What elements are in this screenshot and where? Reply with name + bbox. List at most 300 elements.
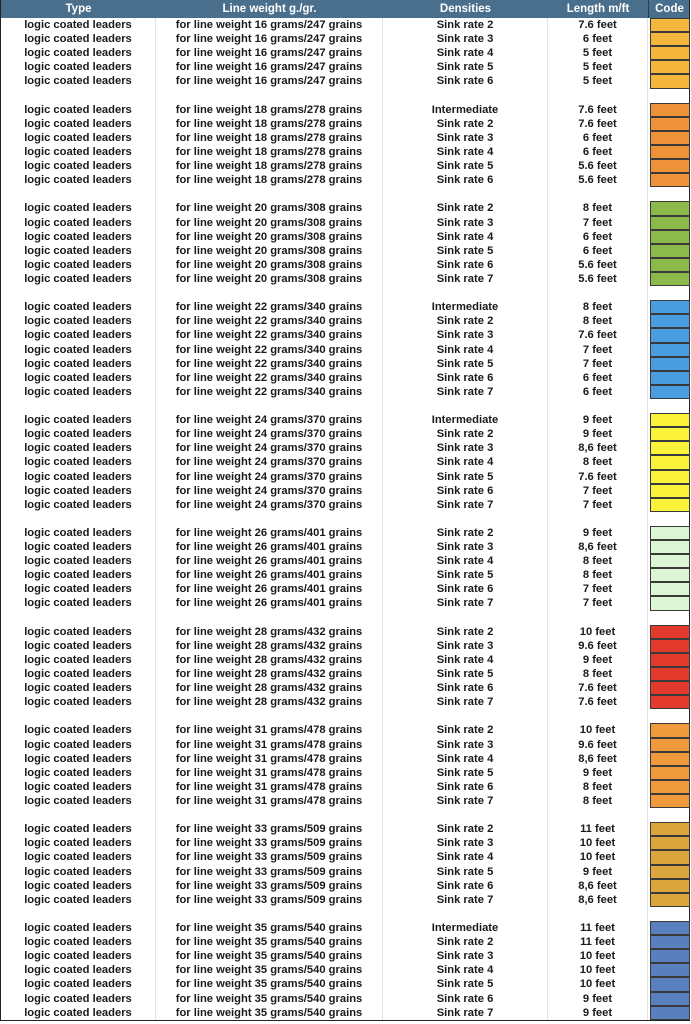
cell-density[interactable]: Sink rate 7 — [383, 498, 548, 512]
cell-density[interactable]: Sink rate 3 — [383, 540, 548, 554]
cell-density[interactable]: Sink rate 5 — [383, 667, 548, 681]
cell-length[interactable]: 8,6 feet — [548, 540, 648, 554]
cell-density[interactable]: Sink rate 5 — [383, 766, 548, 780]
cell-density[interactable]: Sink rate 2 — [383, 526, 548, 540]
cell-type[interactable]: logic coated leaders — [1, 639, 156, 653]
cell-line-weight[interactable]: for line weight 33 grams/509 grains — [156, 893, 383, 907]
cell-density[interactable]: Sink rate 5 — [383, 244, 548, 258]
cell-line-weight[interactable]: for line weight 31 grams/478 grains — [156, 752, 383, 766]
cell-length[interactable]: 9.6 feet — [548, 639, 648, 653]
cell-density[interactable]: Sink rate 4 — [383, 963, 548, 977]
blank-cell[interactable] — [383, 89, 548, 103]
blank-cell[interactable] — [648, 399, 690, 413]
cell-code[interactable] — [648, 230, 690, 244]
cell-type[interactable]: logic coated leaders — [1, 935, 156, 949]
cell-code[interactable] — [648, 470, 690, 484]
blank-cell[interactable] — [156, 286, 383, 300]
cell-length[interactable]: 11 feet — [548, 935, 648, 949]
cell-density[interactable]: Sink rate 2 — [383, 427, 548, 441]
cell-code[interactable] — [648, 159, 690, 173]
cell-density[interactable]: Sink rate 2 — [383, 723, 548, 737]
cell-length[interactable]: 10 feet — [548, 850, 648, 864]
cell-length[interactable]: 9 feet — [548, 427, 648, 441]
cell-density[interactable]: Sink rate 2 — [383, 201, 548, 215]
cell-line-weight[interactable]: for line weight 31 grams/478 grains — [156, 738, 383, 752]
cell-line-weight[interactable]: for line weight 24 grams/370 grains — [156, 441, 383, 455]
cell-line-weight[interactable]: for line weight 16 grams/247 grains — [156, 60, 383, 74]
cell-code[interactable] — [648, 32, 690, 46]
cell-density[interactable]: Sink rate 5 — [383, 470, 548, 484]
cell-type[interactable]: logic coated leaders — [1, 738, 156, 752]
cell-type[interactable]: logic coated leaders — [1, 357, 156, 371]
cell-code[interactable] — [648, 850, 690, 864]
cell-line-weight[interactable]: for line weight 22 grams/340 grains — [156, 385, 383, 399]
cell-density[interactable]: Sink rate 2 — [383, 625, 548, 639]
cell-length[interactable]: 8 feet — [548, 794, 648, 808]
cell-line-weight[interactable]: for line weight 35 grams/540 grains — [156, 921, 383, 935]
cell-code[interactable] — [648, 441, 690, 455]
cell-type[interactable]: logic coated leaders — [1, 272, 156, 286]
cell-line-weight[interactable]: for line weight 33 grams/509 grains — [156, 850, 383, 864]
cell-length[interactable]: 8,6 feet — [548, 752, 648, 766]
cell-code[interactable] — [648, 752, 690, 766]
cell-length[interactable]: 11 feet — [548, 921, 648, 935]
cell-type[interactable]: logic coated leaders — [1, 258, 156, 272]
cell-code[interactable] — [648, 780, 690, 794]
cell-type[interactable]: logic coated leaders — [1, 131, 156, 145]
cell-density[interactable]: Sink rate 4 — [383, 653, 548, 667]
cell-length[interactable]: 10 feet — [548, 963, 648, 977]
cell-line-weight[interactable]: for line weight 20 grams/308 grains — [156, 258, 383, 272]
cell-type[interactable]: logic coated leaders — [1, 244, 156, 258]
blank-cell[interactable] — [548, 187, 648, 201]
cell-code[interactable] — [648, 992, 690, 1006]
cell-code[interactable] — [648, 216, 690, 230]
cell-length[interactable]: 6 feet — [548, 230, 648, 244]
cell-type[interactable]: logic coated leaders — [1, 794, 156, 808]
cell-type[interactable]: logic coated leaders — [1, 385, 156, 399]
cell-code[interactable] — [648, 103, 690, 117]
blank-cell[interactable] — [548, 709, 648, 723]
cell-code[interactable] — [648, 131, 690, 145]
cell-density[interactable]: Sink rate 3 — [383, 639, 548, 653]
cell-length[interactable]: 9 feet — [548, 413, 648, 427]
cell-length[interactable]: 7.6 feet — [548, 328, 648, 342]
cell-type[interactable]: logic coated leaders — [1, 441, 156, 455]
cell-length[interactable]: 10 feet — [548, 723, 648, 737]
cell-length[interactable]: 9 feet — [548, 992, 648, 1006]
cell-line-weight[interactable]: for line weight 28 grams/432 grains — [156, 653, 383, 667]
cell-density[interactable]: Sink rate 6 — [383, 173, 548, 187]
cell-type[interactable]: logic coated leaders — [1, 18, 156, 32]
cell-type[interactable]: logic coated leaders — [1, 300, 156, 314]
cell-length[interactable]: 9 feet — [548, 766, 648, 780]
cell-type[interactable]: logic coated leaders — [1, 949, 156, 963]
blank-cell[interactable] — [648, 512, 690, 526]
blank-cell[interactable] — [383, 611, 548, 625]
blank-cell[interactable] — [156, 611, 383, 625]
cell-line-weight[interactable]: for line weight 20 grams/308 grains — [156, 272, 383, 286]
cell-density[interactable]: Sink rate 6 — [383, 681, 548, 695]
cell-type[interactable]: logic coated leaders — [1, 46, 156, 60]
cell-type[interactable]: logic coated leaders — [1, 625, 156, 639]
cell-density[interactable]: Sink rate 7 — [383, 893, 548, 907]
cell-code[interactable] — [648, 117, 690, 131]
cell-density[interactable]: Sink rate 3 — [383, 216, 548, 230]
cell-length[interactable]: 9 feet — [548, 526, 648, 540]
cell-line-weight[interactable]: for line weight 24 grams/370 grains — [156, 498, 383, 512]
blank-cell[interactable] — [548, 399, 648, 413]
cell-code[interactable] — [648, 498, 690, 512]
blank-cell[interactable] — [156, 808, 383, 822]
cell-length[interactable]: 7 feet — [548, 498, 648, 512]
blank-cell[interactable] — [1, 89, 156, 103]
cell-type[interactable]: logic coated leaders — [1, 413, 156, 427]
cell-density[interactable]: Sink rate 5 — [383, 865, 548, 879]
cell-type[interactable]: logic coated leaders — [1, 145, 156, 159]
cell-code[interactable] — [648, 949, 690, 963]
cell-type[interactable]: logic coated leaders — [1, 498, 156, 512]
cell-length[interactable]: 11 feet — [548, 822, 648, 836]
cell-line-weight[interactable]: for line weight 26 grams/401 grains — [156, 540, 383, 554]
cell-line-weight[interactable]: for line weight 18 grams/278 grains — [156, 145, 383, 159]
cell-density[interactable]: Sink rate 6 — [383, 992, 548, 1006]
cell-code[interactable] — [648, 921, 690, 935]
cell-code[interactable] — [648, 328, 690, 342]
cell-type[interactable]: logic coated leaders — [1, 780, 156, 794]
cell-type[interactable]: logic coated leaders — [1, 667, 156, 681]
blank-cell[interactable] — [1, 709, 156, 723]
cell-density[interactable]: Sink rate 2 — [383, 117, 548, 131]
cell-line-weight[interactable]: for line weight 20 grams/308 grains — [156, 244, 383, 258]
cell-length[interactable]: 10 feet — [548, 949, 648, 963]
blank-cell[interactable] — [383, 709, 548, 723]
cell-type[interactable]: logic coated leaders — [1, 596, 156, 610]
cell-line-weight[interactable]: for line weight 26 grams/401 grains — [156, 582, 383, 596]
cell-length[interactable]: 8 feet — [548, 780, 648, 794]
blank-cell[interactable] — [156, 89, 383, 103]
cell-length[interactable]: 6 feet — [548, 371, 648, 385]
cell-code[interactable] — [648, 766, 690, 780]
cell-line-weight[interactable]: for line weight 24 grams/370 grains — [156, 470, 383, 484]
cell-line-weight[interactable]: for line weight 20 grams/308 grains — [156, 216, 383, 230]
cell-line-weight[interactable]: for line weight 22 grams/340 grains — [156, 314, 383, 328]
cell-density[interactable]: Intermediate — [383, 103, 548, 117]
cell-line-weight[interactable]: for line weight 22 grams/340 grains — [156, 328, 383, 342]
cell-line-weight[interactable]: for line weight 20 grams/308 grains — [156, 230, 383, 244]
cell-length[interactable]: 8 feet — [548, 201, 648, 215]
cell-length[interactable]: 10 feet — [548, 977, 648, 991]
cell-density[interactable]: Sink rate 7 — [383, 272, 548, 286]
cell-length[interactable]: 6 feet — [548, 244, 648, 258]
cell-code[interactable] — [648, 300, 690, 314]
cell-type[interactable]: logic coated leaders — [1, 371, 156, 385]
cell-density[interactable]: Sink rate 4 — [383, 46, 548, 60]
cell-line-weight[interactable]: for line weight 28 grams/432 grains — [156, 681, 383, 695]
cell-type[interactable]: logic coated leaders — [1, 850, 156, 864]
cell-line-weight[interactable]: for line weight 28 grams/432 grains — [156, 667, 383, 681]
cell-length[interactable]: 8 feet — [548, 554, 648, 568]
cell-code[interactable] — [648, 639, 690, 653]
cell-line-weight[interactable]: for line weight 33 grams/509 grains — [156, 836, 383, 850]
cell-density[interactable]: Sink rate 3 — [383, 328, 548, 342]
blank-cell[interactable] — [383, 907, 548, 921]
cell-line-weight[interactable]: for line weight 22 grams/340 grains — [156, 357, 383, 371]
cell-line-weight[interactable]: for line weight 26 grams/401 grains — [156, 568, 383, 582]
blank-cell[interactable] — [648, 907, 690, 921]
cell-code[interactable] — [648, 681, 690, 695]
cell-type[interactable]: logic coated leaders — [1, 159, 156, 173]
blank-cell[interactable] — [648, 187, 690, 201]
cell-code[interactable] — [648, 582, 690, 596]
cell-length[interactable]: 10 feet — [548, 836, 648, 850]
header-type[interactable]: Type — [65, 3, 92, 15]
cell-density[interactable]: Sink rate 5 — [383, 568, 548, 582]
cell-length[interactable]: 7 feet — [548, 357, 648, 371]
cell-density[interactable]: Intermediate — [383, 413, 548, 427]
cell-line-weight[interactable]: for line weight 35 grams/540 grains — [156, 1006, 383, 1020]
cell-density[interactable]: Sink rate 5 — [383, 357, 548, 371]
blank-cell[interactable] — [383, 512, 548, 526]
cell-length[interactable]: 6 feet — [548, 131, 648, 145]
cell-length[interactable]: 7.6 feet — [548, 18, 648, 32]
cell-code[interactable] — [648, 385, 690, 399]
cell-length[interactable]: 7.6 feet — [548, 117, 648, 131]
cell-line-weight[interactable]: for line weight 33 grams/509 grains — [156, 879, 383, 893]
cell-density[interactable]: Sink rate 3 — [383, 441, 548, 455]
blank-cell[interactable] — [648, 808, 690, 822]
cell-density[interactable]: Sink rate 7 — [383, 385, 548, 399]
cell-code[interactable] — [648, 74, 690, 88]
blank-cell[interactable] — [648, 89, 690, 103]
cell-density[interactable]: Sink rate 2 — [383, 935, 548, 949]
cell-density[interactable]: Sink rate 5 — [383, 977, 548, 991]
cell-code[interactable] — [648, 357, 690, 371]
cell-density[interactable]: Sink rate 6 — [383, 780, 548, 794]
cell-type[interactable]: logic coated leaders — [1, 879, 156, 893]
header-line-weight[interactable]: Line weight g./gr. — [222, 3, 317, 15]
cell-code[interactable] — [648, 695, 690, 709]
cell-code[interactable] — [648, 596, 690, 610]
cell-type[interactable]: logic coated leaders — [1, 977, 156, 991]
blank-cell[interactable] — [156, 399, 383, 413]
blank-cell[interactable] — [1, 512, 156, 526]
cell-density[interactable]: Sink rate 4 — [383, 752, 548, 766]
blank-cell[interactable] — [1, 611, 156, 625]
cell-line-weight[interactable]: for line weight 31 grams/478 grains — [156, 766, 383, 780]
cell-code[interactable] — [648, 427, 690, 441]
cell-density[interactable]: Sink rate 4 — [383, 230, 548, 244]
cell-code[interactable] — [648, 893, 690, 907]
header-code[interactable]: Code — [648, 0, 690, 18]
cell-code[interactable] — [648, 977, 690, 991]
cell-line-weight[interactable]: for line weight 31 grams/478 grains — [156, 794, 383, 808]
cell-density[interactable]: Sink rate 6 — [383, 484, 548, 498]
cell-length[interactable]: 8,6 feet — [548, 879, 648, 893]
cell-length[interactable]: 7.6 feet — [548, 470, 648, 484]
cell-type[interactable]: logic coated leaders — [1, 865, 156, 879]
cell-length[interactable]: 7 feet — [548, 343, 648, 357]
cell-length[interactable]: 7.6 feet — [548, 695, 648, 709]
cell-line-weight[interactable]: for line weight 35 grams/540 grains — [156, 977, 383, 991]
cell-length[interactable]: 6 feet — [548, 385, 648, 399]
cell-line-weight[interactable]: for line weight 16 grams/247 grains — [156, 32, 383, 46]
cell-code[interactable] — [648, 18, 690, 32]
cell-length[interactable]: 6 feet — [548, 32, 648, 46]
cell-density[interactable]: Sink rate 5 — [383, 159, 548, 173]
cell-type[interactable]: logic coated leaders — [1, 963, 156, 977]
cell-length[interactable]: 8,6 feet — [548, 893, 648, 907]
blank-cell[interactable] — [383, 187, 548, 201]
blank-cell[interactable] — [383, 286, 548, 300]
cell-line-weight[interactable]: for line weight 24 grams/370 grains — [156, 455, 383, 469]
cell-line-weight[interactable]: for line weight 33 grams/509 grains — [156, 822, 383, 836]
header-length[interactable]: Length m/ft — [566, 3, 630, 15]
cell-code[interactable] — [648, 540, 690, 554]
blank-cell[interactable] — [1, 399, 156, 413]
cell-code[interactable] — [648, 60, 690, 74]
cell-density[interactable]: Sink rate 3 — [383, 836, 548, 850]
blank-cell[interactable] — [548, 907, 648, 921]
cell-line-weight[interactable]: for line weight 18 grams/278 grains — [156, 131, 383, 145]
cell-density[interactable]: Sink rate 5 — [383, 60, 548, 74]
cell-code[interactable] — [648, 822, 690, 836]
cell-length[interactable]: 7.6 feet — [548, 681, 648, 695]
cell-type[interactable]: logic coated leaders — [1, 526, 156, 540]
cell-density[interactable]: Sink rate 4 — [383, 455, 548, 469]
cell-density[interactable]: Sink rate 3 — [383, 32, 548, 46]
cell-density[interactable]: Sink rate 4 — [383, 554, 548, 568]
cell-code[interactable] — [648, 836, 690, 850]
cell-line-weight[interactable]: for line weight 24 grams/370 grains — [156, 484, 383, 498]
cell-code[interactable] — [648, 145, 690, 159]
cell-type[interactable]: logic coated leaders — [1, 752, 156, 766]
blank-cell[interactable] — [156, 187, 383, 201]
cell-code[interactable] — [648, 794, 690, 808]
cell-code[interactable] — [648, 865, 690, 879]
cell-density[interactable]: Sink rate 6 — [383, 371, 548, 385]
blank-cell[interactable] — [156, 512, 383, 526]
cell-length[interactable]: 9 feet — [548, 1006, 648, 1020]
cell-density[interactable]: Intermediate — [383, 921, 548, 935]
cell-code[interactable] — [648, 935, 690, 949]
blank-cell[interactable] — [383, 399, 548, 413]
blank-cell[interactable] — [548, 808, 648, 822]
cell-code[interactable] — [648, 554, 690, 568]
cell-line-weight[interactable]: for line weight 22 grams/340 grains — [156, 343, 383, 357]
blank-cell[interactable] — [1, 907, 156, 921]
blank-cell[interactable] — [548, 286, 648, 300]
cell-length[interactable]: 8 feet — [548, 667, 648, 681]
cell-length[interactable]: 5.6 feet — [548, 173, 648, 187]
cell-code[interactable] — [648, 455, 690, 469]
cell-type[interactable]: logic coated leaders — [1, 992, 156, 1006]
cell-density[interactable]: Sink rate 2 — [383, 314, 548, 328]
cell-line-weight[interactable]: for line weight 31 grams/478 grains — [156, 723, 383, 737]
cell-type[interactable]: logic coated leaders — [1, 893, 156, 907]
cell-density[interactable]: Sink rate 2 — [383, 18, 548, 32]
cell-length[interactable]: 7 feet — [548, 582, 648, 596]
cell-line-weight[interactable]: for line weight 28 grams/432 grains — [156, 695, 383, 709]
cell-code[interactable] — [648, 879, 690, 893]
cell-length[interactable]: 7 feet — [548, 216, 648, 230]
cell-density[interactable]: Sink rate 7 — [383, 1006, 548, 1020]
cell-length[interactable]: 5 feet — [548, 60, 648, 74]
cell-type[interactable]: logic coated leaders — [1, 470, 156, 484]
cell-density[interactable]: Sink rate 7 — [383, 596, 548, 610]
cell-line-weight[interactable]: for line weight 20 grams/308 grains — [156, 201, 383, 215]
cell-code[interactable] — [648, 413, 690, 427]
cell-code[interactable] — [648, 244, 690, 258]
cell-density[interactable]: Sink rate 6 — [383, 879, 548, 893]
cell-type[interactable]: logic coated leaders — [1, 582, 156, 596]
blank-cell[interactable] — [548, 89, 648, 103]
cell-code[interactable] — [648, 568, 690, 582]
cell-density[interactable]: Sink rate 3 — [383, 131, 548, 145]
cell-length[interactable]: 9.6 feet — [548, 738, 648, 752]
cell-line-weight[interactable]: for line weight 16 grams/247 grains — [156, 18, 383, 32]
blank-cell[interactable] — [548, 611, 648, 625]
cell-density[interactable]: Sink rate 2 — [383, 822, 548, 836]
blank-cell[interactable] — [1, 286, 156, 300]
cell-line-weight[interactable]: for line weight 26 grams/401 grains — [156, 596, 383, 610]
cell-length[interactable]: 5 feet — [548, 74, 648, 88]
cell-line-weight[interactable]: for line weight 18 grams/278 grains — [156, 103, 383, 117]
cell-length[interactable]: 8 feet — [548, 300, 648, 314]
cell-line-weight[interactable]: for line weight 33 grams/509 grains — [156, 865, 383, 879]
cell-code[interactable] — [648, 272, 690, 286]
cell-density[interactable]: Sink rate 4 — [383, 343, 548, 357]
cell-length[interactable]: 8 feet — [548, 455, 648, 469]
cell-length[interactable]: 5 feet — [548, 46, 648, 60]
cell-density[interactable]: Sink rate 6 — [383, 74, 548, 88]
cell-code[interactable] — [648, 371, 690, 385]
cell-type[interactable]: logic coated leaders — [1, 343, 156, 357]
cell-line-weight[interactable]: for line weight 22 grams/340 grains — [156, 371, 383, 385]
cell-type[interactable]: logic coated leaders — [1, 695, 156, 709]
cell-type[interactable]: logic coated leaders — [1, 230, 156, 244]
blank-cell[interactable] — [1, 187, 156, 201]
cell-code[interactable] — [648, 526, 690, 540]
cell-line-weight[interactable]: for line weight 28 grams/432 grains — [156, 625, 383, 639]
cell-type[interactable]: logic coated leaders — [1, 117, 156, 131]
cell-line-weight[interactable]: for line weight 24 grams/370 grains — [156, 427, 383, 441]
cell-line-weight[interactable]: for line weight 35 grams/540 grains — [156, 963, 383, 977]
cell-density[interactable]: Intermediate — [383, 300, 548, 314]
cell-line-weight[interactable]: for line weight 16 grams/247 grains — [156, 46, 383, 60]
cell-type[interactable]: logic coated leaders — [1, 653, 156, 667]
cell-length[interactable]: 8 feet — [548, 314, 648, 328]
cell-type[interactable]: logic coated leaders — [1, 60, 156, 74]
cell-line-weight[interactable]: for line weight 18 grams/278 grains — [156, 159, 383, 173]
cell-density[interactable]: Sink rate 4 — [383, 145, 548, 159]
cell-density[interactable]: Sink rate 4 — [383, 850, 548, 864]
cell-line-weight[interactable]: for line weight 35 grams/540 grains — [156, 949, 383, 963]
blank-cell[interactable] — [156, 907, 383, 921]
cell-density[interactable]: Sink rate 3 — [383, 949, 548, 963]
cell-density[interactable]: Sink rate 6 — [383, 582, 548, 596]
cell-length[interactable]: 5.6 feet — [548, 258, 648, 272]
cell-length[interactable]: 5.6 feet — [548, 272, 648, 286]
cell-code[interactable] — [648, 314, 690, 328]
cell-type[interactable]: logic coated leaders — [1, 328, 156, 342]
cell-code[interactable] — [648, 625, 690, 639]
cell-type[interactable]: logic coated leaders — [1, 766, 156, 780]
cell-type[interactable]: logic coated leaders — [1, 32, 156, 46]
cell-type[interactable]: logic coated leaders — [1, 103, 156, 117]
cell-line-weight[interactable]: for line weight 16 grams/247 grains — [156, 74, 383, 88]
cell-type[interactable]: logic coated leaders — [1, 681, 156, 695]
